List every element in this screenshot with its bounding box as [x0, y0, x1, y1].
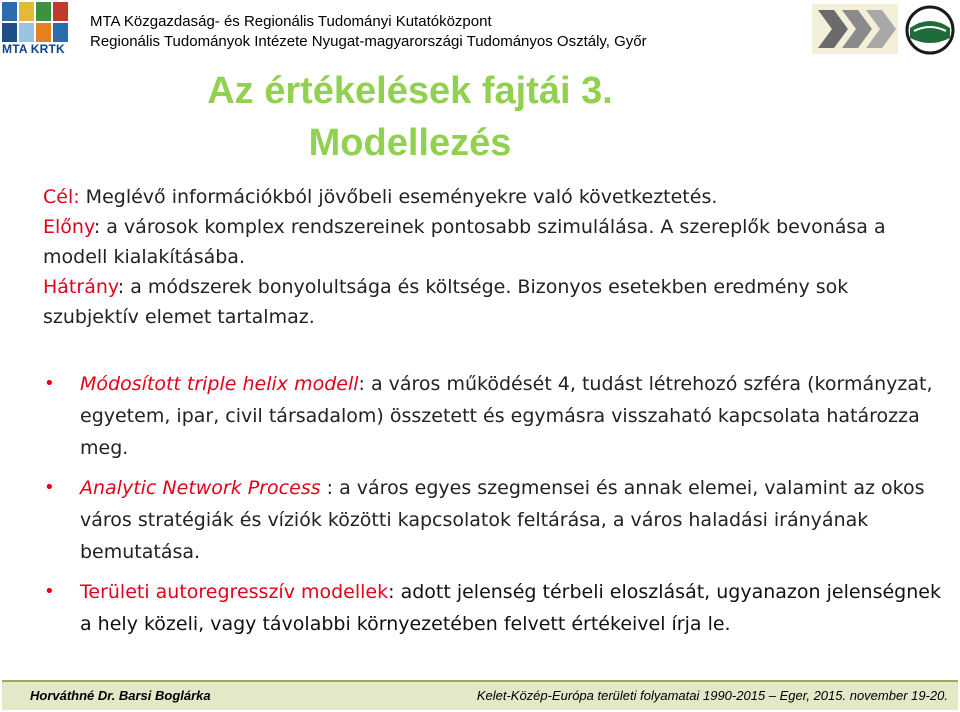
footer-event: Kelet-Közép-Európa területi folyamatai 1990-2015 – Eger, 2015. november 19-20. [476, 688, 948, 703]
bullet-text: : adott jelenség térbeli eloszlását, ugyanazon jelenségnek a hely közeli, vagy távolabbi környezetében felvett értékeivel írja le. [80, 581, 941, 635]
slide-title-line-2: Modellezés [308, 122, 512, 164]
list-item [40, 472, 950, 568]
bullet-label: Területi autoregresszív modellek [80, 581, 389, 603]
mta-krtk-logo [2, 2, 68, 58]
bullet-text: : a város működését 4, tudást létrehozó szféra (kormányzat, egyetem, ipar, civil társadalom) összetett és egymásra visszaható kapcsolata határozza meg. [80, 373, 933, 459]
paragraph-text: : a módszerek bonyolultsága és költsége. Bizonyos esetekben eredmény sok szubjektív elemet tartalmaz. [43, 276, 849, 328]
intro-paragraphs [43, 182, 943, 332]
paragraph-label: Előny [43, 216, 94, 238]
paragraph-text: : a városok komplex rendszereinek pontosabb szimulálása. A szereplők bevonása a modell kialakításába. [43, 216, 886, 268]
model-bullet-list [40, 368, 950, 648]
rkk-logo-icon [812, 4, 898, 54]
slide-footer [2, 680, 958, 710]
bullet-text: : a város egyes szegmensei és annak elemei, valamint az okos város stratégiák és víziók közötti kapcsolatok feltárása, a város haladási irányának bemutatása. [80, 477, 925, 563]
bullet-label: Analytic Network Process [80, 477, 321, 499]
bullet-dot-icon: • [44, 373, 55, 394]
institution-line-1: MTA Közgazdaság- és Regionális Tudományi Kutatóközpont [90, 13, 492, 30]
paragraph-advantage [43, 212, 943, 272]
institution-name [90, 12, 647, 52]
bullet-dot-icon: • [44, 477, 55, 498]
slide-title-line-1: Az értékelések fajtái 3. [207, 70, 613, 112]
bullet-dot-icon: • [44, 581, 55, 602]
paragraph-text: Meglévő információkból jövőbeli eseményekre való következtetés. [79, 186, 718, 208]
paragraph-label: Hátrány [43, 276, 118, 298]
list-item [40, 368, 950, 464]
paragraph-goal [43, 182, 943, 212]
institution-line-2: Regionális Tudományok Intézete Nyugat-magyarországi Tudományos Osztály, Győr [90, 33, 647, 50]
footer-author: Horváthné Dr. Barsi Boglárka [30, 688, 211, 703]
university-seal-icon [904, 4, 956, 56]
paragraph-disadvantage [43, 272, 943, 332]
logo-mosaic-icon [2, 2, 68, 42]
paragraph-label: Cél: [43, 186, 80, 208]
slide-header [0, 0, 960, 60]
bullet-label: Módosított triple helix modell [80, 373, 359, 395]
list-item [40, 576, 950, 640]
logo-text: MTA KRTK [2, 42, 65, 56]
